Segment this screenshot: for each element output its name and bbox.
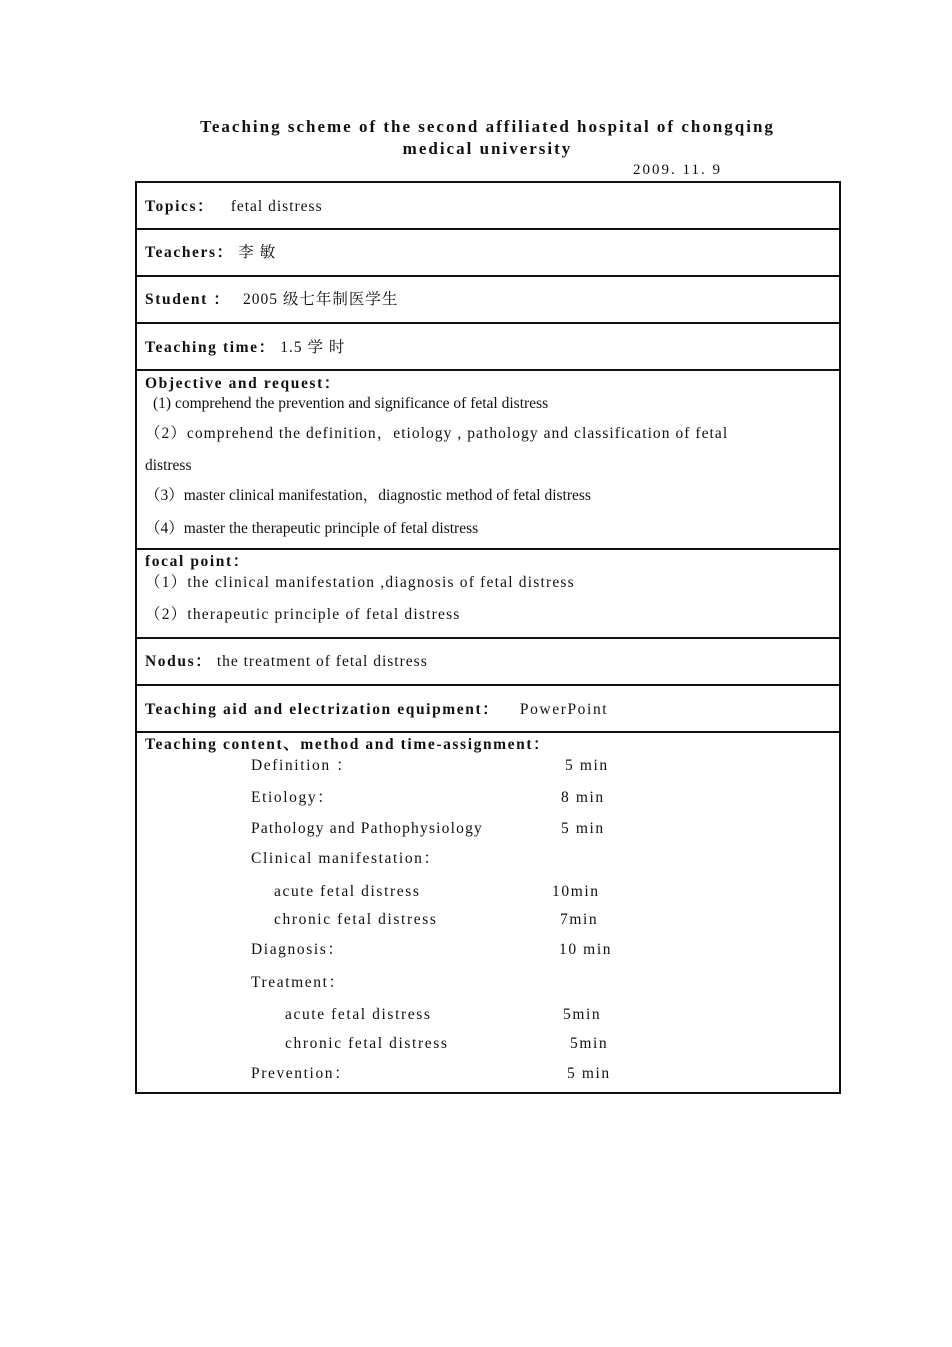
teachers-row xyxy=(137,230,839,277)
topics-value: fetal distress xyxy=(230,198,323,215)
student-row xyxy=(137,277,839,324)
objective-item: （3）master clinical manifestation，diagnostic method of fetal distress xyxy=(145,487,591,504)
title-line-2: medical university xyxy=(402,139,573,158)
schedule-item-time: 10 min xyxy=(559,941,613,958)
focal-point-item: （1）the clinical manifestation ,diagnosis of fetal distress xyxy=(145,574,575,591)
schedule-item-name: chronic fetal distress xyxy=(285,1035,449,1052)
equipment-row xyxy=(137,686,839,733)
student-value: 2005 级七年制医学生 xyxy=(242,291,399,308)
schedule-item-time: 5min xyxy=(570,1035,609,1052)
teaching-time-value: 1.5 学 时 xyxy=(280,339,346,356)
nodus-label: Nodus： xyxy=(145,653,213,670)
schedule-item-name: Treatment： xyxy=(251,974,346,991)
focal-point-row xyxy=(137,550,839,639)
schedule-item-time: 5 min xyxy=(567,1065,611,1082)
schedule-item-name: Prevention： xyxy=(251,1065,352,1082)
scheme-table xyxy=(135,181,841,1094)
schedule-item-time: 5min xyxy=(563,1006,602,1023)
schedule-item-time: 10min xyxy=(552,883,600,900)
focal-point-label: focal point： xyxy=(145,553,250,570)
nodus-value: the treatment of fetal distress xyxy=(216,653,428,670)
objective-label: Objective and request： xyxy=(145,375,341,392)
document-title xyxy=(135,116,840,160)
schedule-item-name: chronic fetal distress xyxy=(274,911,438,928)
schedule-item-name: acute fetal distress xyxy=(274,883,421,900)
schedule-item-name: Diagnosis： xyxy=(251,941,345,958)
focal-point-item: （2）therapeutic principle of fetal distress xyxy=(145,606,461,623)
objective-item: distress xyxy=(145,457,192,474)
teaching-time-label: Teaching time： xyxy=(145,339,276,356)
schedule-item-name: Definition ： xyxy=(251,757,354,774)
objective-item: （2）comprehend the definition，etiology , pathology and classification of fetal xyxy=(145,425,729,442)
schedule-item-name: acute fetal distress xyxy=(285,1006,432,1023)
teachers-value: 李 敏 xyxy=(238,244,277,261)
objective-item: (1) comprehend the prevention and significance of fetal distress xyxy=(153,395,549,412)
title-line-1: Teaching scheme of the second affiliated hospital of chongqing xyxy=(200,117,775,136)
teaching-time-row xyxy=(137,324,839,371)
schedule-item-time: 8 min xyxy=(561,789,605,806)
student-label: Student ： xyxy=(145,291,231,308)
objective-row xyxy=(137,371,839,550)
schedule-item-time: 5 min xyxy=(561,820,605,837)
schedule-item-name: Etiology： xyxy=(251,789,335,806)
schedule-item-name: Clinical manifestation： xyxy=(251,850,441,867)
topics-row xyxy=(137,183,839,230)
schedule-item-name: Pathology and Pathophysiology xyxy=(251,820,483,837)
content-label: Teaching content、method and time-assignment： xyxy=(145,736,551,753)
nodus-row xyxy=(137,639,839,686)
equipment-value: PowerPoint xyxy=(519,701,609,718)
equipment-label: Teaching aid and electrization equipment： xyxy=(145,701,500,718)
schedule-item-time: 5 min xyxy=(565,757,609,774)
objective-item: （4）master the therapeutic principle of fetal distress xyxy=(145,520,479,537)
document-date: 2009. 11. 9 xyxy=(633,162,722,178)
schedule-item-time: 7min xyxy=(560,911,599,928)
content-row xyxy=(137,733,839,1092)
topics-label: Topics： xyxy=(145,198,215,215)
teachers-label: Teachers： xyxy=(145,244,234,261)
